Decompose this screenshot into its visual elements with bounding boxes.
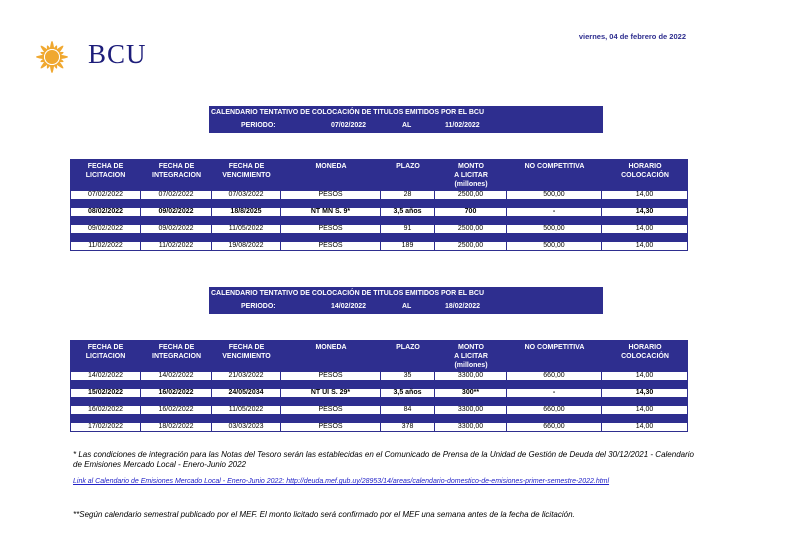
cell-vencimiento: 11/05/2022 bbox=[212, 225, 281, 233]
row-separator bbox=[70, 200, 688, 207]
cell-monto: 300** bbox=[435, 389, 507, 397]
row-separator bbox=[70, 398, 688, 405]
calendar-banner-1 bbox=[209, 106, 603, 133]
cell-monto: 2500,00 bbox=[435, 225, 507, 233]
cell-horario: 14,00 bbox=[602, 242, 688, 250]
cell-no-competitiva: - bbox=[507, 208, 602, 216]
cell-moneda: PESOS bbox=[281, 423, 381, 431]
col-integracion: FECHA DE INTEGRACION bbox=[152, 344, 201, 360]
cell-integracion: 14/02/2022 bbox=[141, 372, 212, 380]
cell-monto: 2500,00 bbox=[435, 191, 507, 199]
cell-plazo: 28 bbox=[381, 191, 435, 199]
periodo-end: 11/02/2022 bbox=[445, 122, 480, 129]
cell-no-competitiva: 500,00 bbox=[507, 242, 602, 250]
row-separator bbox=[70, 381, 688, 388]
col-no-competitiva: NO COMPETITIVA bbox=[524, 344, 585, 351]
table-row bbox=[70, 405, 688, 415]
bcu-logo bbox=[26, 34, 174, 80]
cell-monto: 3300,00 bbox=[435, 423, 507, 431]
cell-licitacion: 14/02/2022 bbox=[70, 372, 141, 380]
cell-monto: 3300,00 bbox=[435, 406, 507, 414]
cell-licitacion: 11/02/2022 bbox=[70, 242, 141, 250]
col-horario: HORARIO COLOCACIÓN bbox=[621, 163, 669, 179]
cell-plazo: 189 bbox=[381, 242, 435, 250]
table-row bbox=[70, 388, 688, 398]
cell-vencimiento: 19/08/2022 bbox=[212, 242, 281, 250]
periodo-label: PERIODO: bbox=[241, 303, 276, 310]
footnote-mef: **Según calendario semestral publicado por el MEF. El monto licitado será confirmado por el MEF una semana antes de la fecha de licitación. bbox=[73, 510, 575, 519]
logo-text: BCU bbox=[88, 39, 147, 69]
document-date: viernes, 04 de febrero de 2022 bbox=[578, 32, 686, 41]
row-separator bbox=[70, 415, 688, 422]
cell-moneda: PESOS bbox=[281, 191, 381, 199]
col-licitacion: FECHA DE LICITACION bbox=[85, 344, 126, 360]
col-licitacion: FECHA DE LICITACION bbox=[85, 163, 126, 179]
col-plazo: PLAZO bbox=[396, 344, 420, 351]
cell-monto: 2500,00 bbox=[435, 242, 507, 250]
cell-integracion: 18/02/2022 bbox=[141, 423, 212, 431]
cell-horario: 14,30 bbox=[602, 389, 688, 397]
cell-plazo: 378 bbox=[381, 423, 435, 431]
col-monto: MONTO A LICITAR (millones) bbox=[454, 163, 488, 188]
cell-no-competitiva: 660,00 bbox=[507, 423, 602, 431]
table-row bbox=[70, 224, 688, 234]
col-plazo: PLAZO bbox=[396, 163, 420, 170]
col-vencimiento: FECHA DE VENCIMIENTO bbox=[222, 344, 271, 360]
periodo-al: AL bbox=[402, 303, 412, 310]
cell-moneda: NT MN S. 9* bbox=[281, 208, 381, 216]
periodo-start: 07/02/2022 bbox=[331, 122, 367, 129]
cell-plazo: 35 bbox=[381, 372, 435, 380]
cell-horario: 14,00 bbox=[602, 372, 688, 380]
cell-no-competitiva: 660,00 bbox=[507, 406, 602, 414]
sun-logo-icon bbox=[26, 34, 78, 80]
calendar-banner-2 bbox=[209, 287, 603, 314]
cell-horario: 14,00 bbox=[602, 423, 688, 431]
table-header bbox=[70, 340, 688, 371]
cell-moneda: NT UI S. 29* bbox=[281, 389, 381, 397]
cell-licitacion: 07/02/2022 bbox=[70, 191, 141, 199]
cell-licitacion: 16/02/2022 bbox=[70, 406, 141, 414]
cell-monto: 700 bbox=[435, 208, 507, 216]
banner-title: CALENDARIO TENTATIVO DE COLOCACIÓN DE TITULOS EMITIDOS POR EL BCU bbox=[211, 290, 485, 297]
col-no-competitiva: NO COMPETITIVA bbox=[524, 163, 585, 170]
cell-vencimiento: 24/05/2034 bbox=[212, 389, 281, 397]
cell-moneda: PESOS bbox=[281, 225, 381, 233]
cell-licitacion: 09/02/2022 bbox=[70, 225, 141, 233]
cell-horario: 14,30 bbox=[602, 208, 688, 216]
cell-licitacion: 17/02/2022 bbox=[70, 423, 141, 431]
col-vencimiento: FECHA DE VENCIMIENTO bbox=[222, 163, 271, 179]
table-row bbox=[70, 422, 688, 432]
table-row bbox=[70, 190, 688, 200]
cell-no-competitiva: 660,00 bbox=[507, 372, 602, 380]
cell-integracion: 11/02/2022 bbox=[141, 242, 212, 250]
table-header bbox=[70, 159, 688, 190]
cell-vencimiento: 11/05/2022 bbox=[212, 406, 281, 414]
cell-horario: 14,00 bbox=[602, 225, 688, 233]
col-moneda: MONEDA bbox=[315, 163, 347, 170]
footnote-integracion: * Las condiciones de integración para las Notas del Tesoro serán las establecidas en el Comunicado de Prensa de la Unidad de Gestión de Deuda del 30/12/2021 - Calendario de Emisiones Mercado Local - Enero-Junio 2022 bbox=[73, 450, 694, 469]
periodo-label: PERIODO: bbox=[241, 122, 276, 129]
cell-integracion: 16/02/2022 bbox=[141, 389, 212, 397]
cell-no-competitiva: 500,00 bbox=[507, 191, 602, 199]
cell-integracion: 07/02/2022 bbox=[141, 191, 212, 199]
cell-horario: 14,00 bbox=[602, 406, 688, 414]
cell-vencimiento: 07/03/2022 bbox=[212, 191, 281, 199]
cell-vencimiento: 18/8/2025 bbox=[212, 208, 281, 216]
row-separator bbox=[70, 217, 688, 224]
cell-no-competitiva: - bbox=[507, 389, 602, 397]
calendario-link[interactable]: Link al Calendario de Emisiones Mercado Local - Enero-Junio 2022: http://deuda.mef.gub.uy/28953/14/areas/calendario-domestico-de-emisiones-primer-semestre-2022.html bbox=[73, 478, 610, 485]
table-row bbox=[70, 241, 688, 251]
table-row bbox=[70, 371, 688, 381]
cell-integracion: 09/02/2022 bbox=[141, 225, 212, 233]
table-row bbox=[70, 207, 688, 217]
cell-integracion: 09/02/2022 bbox=[141, 208, 212, 216]
col-monto: MONTO A LICITAR (millones) bbox=[454, 344, 488, 369]
cell-licitacion: 15/02/2022 bbox=[70, 389, 141, 397]
cell-licitacion: 08/02/2022 bbox=[70, 208, 141, 216]
cell-plazo: 3,5 años bbox=[381, 389, 435, 397]
cell-vencimiento: 03/03/2023 bbox=[212, 423, 281, 431]
col-horario: HORARIO COLOCACIÓN bbox=[621, 344, 669, 360]
cell-horario: 14,00 bbox=[602, 191, 688, 199]
cell-moneda: PESOS bbox=[281, 406, 381, 414]
cell-plazo: 84 bbox=[381, 406, 435, 414]
col-moneda: MONEDA bbox=[315, 344, 347, 351]
cell-moneda: PESOS bbox=[281, 372, 381, 380]
periodo-end: 18/02/2022 bbox=[445, 303, 481, 310]
col-integracion: FECHA DE INTEGRACION bbox=[152, 163, 201, 179]
cell-plazo: 3,5 años bbox=[381, 208, 435, 216]
cell-integracion: 16/02/2022 bbox=[141, 406, 212, 414]
banner-title: CALENDARIO TENTATIVO DE COLOCACIÓN DE TITULOS EMITIDOS POR EL BCU bbox=[211, 109, 485, 116]
periodo-al: AL bbox=[402, 122, 412, 129]
cell-monto: 3300,00 bbox=[435, 372, 507, 380]
cell-no-competitiva: 500,00 bbox=[507, 225, 602, 233]
row-separator bbox=[70, 234, 688, 241]
cell-vencimiento: 21/03/2022 bbox=[212, 372, 281, 380]
calendar-table-2 bbox=[70, 340, 688, 432]
cell-plazo: 91 bbox=[381, 225, 435, 233]
cell-moneda: PESOS bbox=[281, 242, 381, 250]
calendar-table-1 bbox=[70, 159, 688, 251]
periodo-start: 14/02/2022 bbox=[331, 303, 367, 310]
